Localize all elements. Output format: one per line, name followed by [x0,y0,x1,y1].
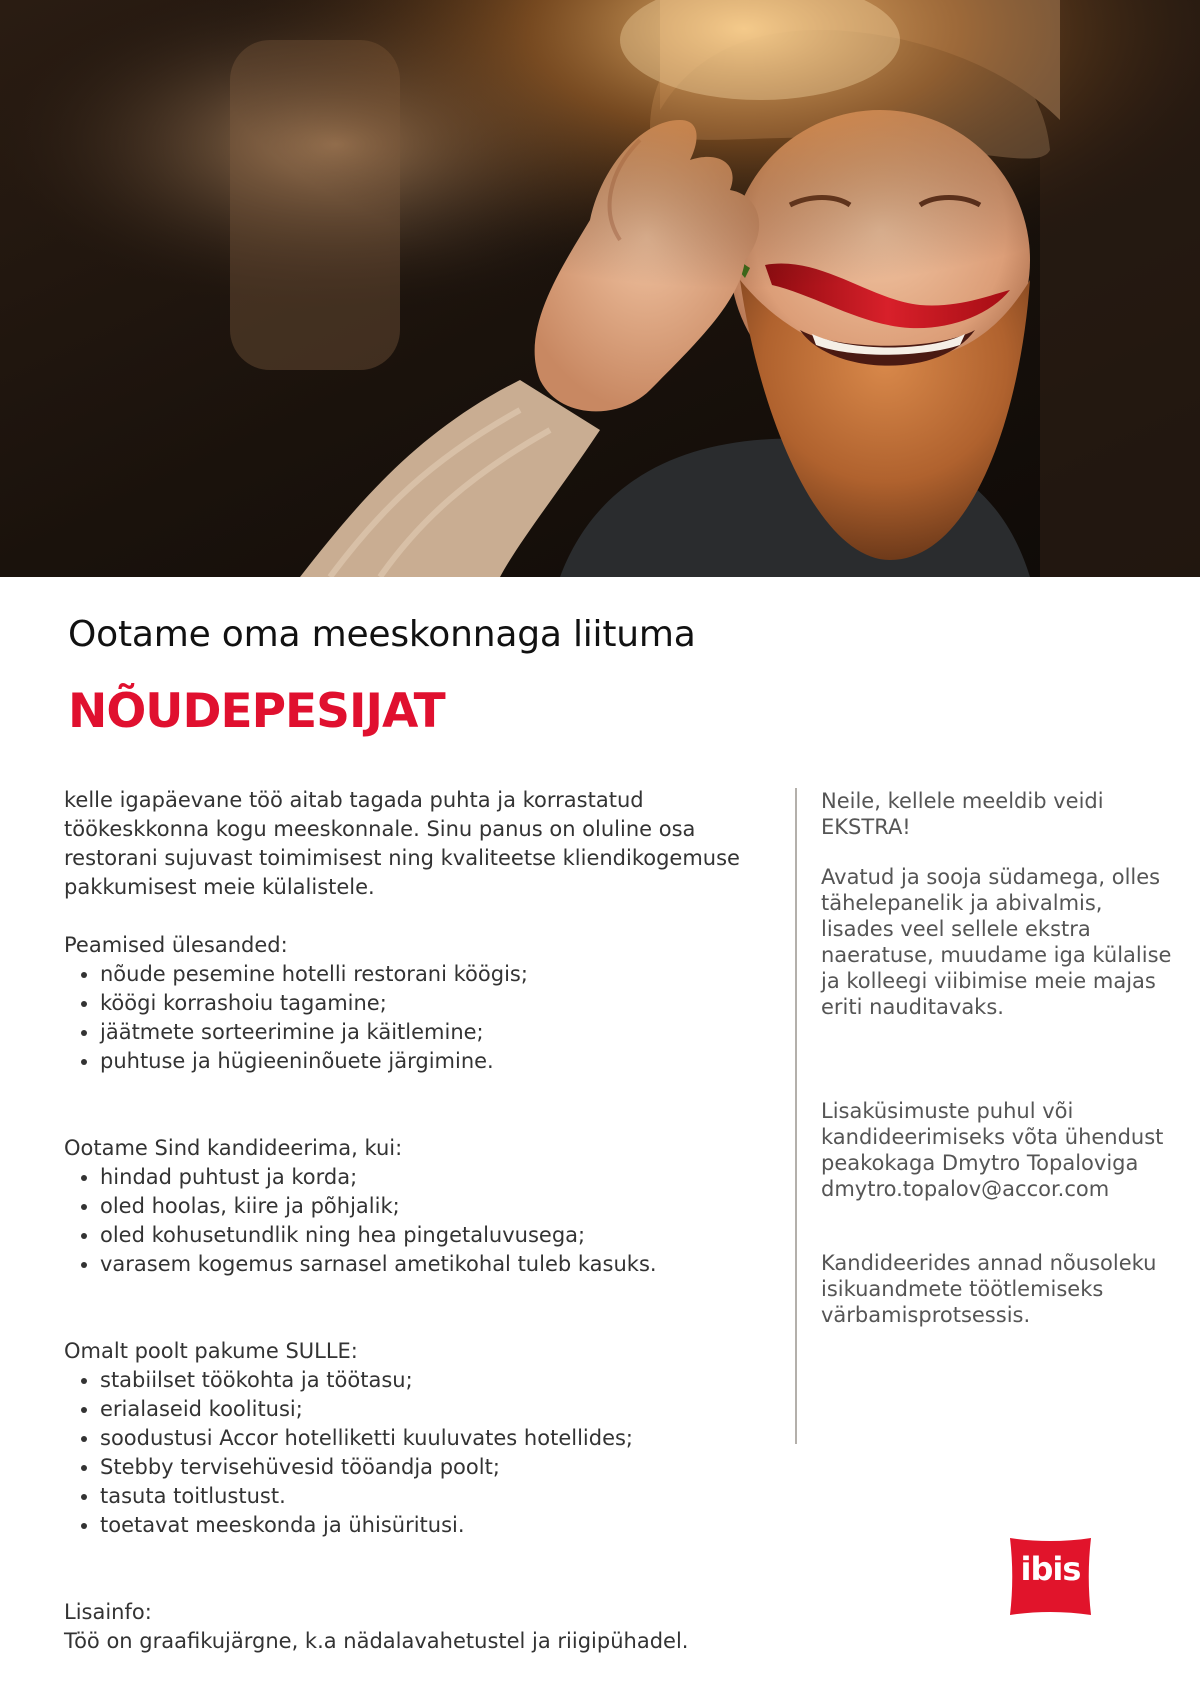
list-item: • toetavat meeskonda ja ühisüritusi. [100,1511,764,1540]
list-item: • varasem kogemus sarnasel ametikohal tuleb kasuks. [100,1250,764,1279]
requirements-title: Ootame Sind kandideerima, kui: [64,1136,403,1160]
list-item: • köögi korrashoiu tagamine; [100,989,764,1018]
info-text: Töö on graafikujärgne, k.a nädalavahetustel ja riigipühadel. [64,1629,689,1653]
column-divider [795,788,797,1444]
job-title: NÕUDEPESIJAT [68,684,445,739]
intro-text: kelle igapäevane töö aitab tagada puhta ja korrastatud töökeskkonna kogu meeskonnale. Sinu panus on oluline osa restorani sujuvast toimimisest ning kvaliteetse kliendikogemuse pakkumisest meie külalistele. [64,788,740,899]
info-title: Lisainfo: [64,1600,152,1624]
offer-list [64,1366,764,1540]
ibis-logo-icon [1006,1532,1095,1621]
sidebar-tagline: Neile, kellele meeldib veidi EKSTRA! [821,789,1104,839]
list-item: • soodustusi Accor hotelliketti kuuluvates hotellides; [100,1424,764,1453]
chef-with-chili-pepper-icon [0,0,1200,577]
list-item: • erialaseid koolitusi; [100,1395,764,1424]
list-item: • Stebby tervisehüvesid tööandja poolt; [100,1453,764,1482]
duties-list [64,960,764,1076]
logo-text: ibis [1020,1550,1081,1588]
sidebar-contact: Lisaküsimuste puhul või kandideerimiseks võta ühendust peakokaga Dmytro Topaloviga dmytro.topalov@accor.com [821,1099,1164,1201]
offer-title: Omalt poolt pakume SULLE: [64,1339,358,1363]
heading: Ootame oma meeskonnaga liituma [68,614,696,655]
sidebar-consent: Kandideerides annad nõusoleku isikuandmete töötlemiseks värbamisprotsessis. [821,1251,1157,1327]
hero-photo [0,0,1200,577]
list-item: • hindad puhtust ja korda; [100,1163,764,1192]
main-content [64,786,764,1656]
duties-title: Peamised ülesanded: [64,933,288,957]
list-item: • oled hoolas, kiire ja põhjalik; [100,1192,764,1221]
list-item: • jäätmete sorteerimine ja käitlemine; [100,1018,764,1047]
list-item: • tasuta toitlustust. [100,1482,764,1511]
sidebar-values: Avatud ja sooja südamega, olles tähelepanelik ja abivalmis, lisades veel sellele ekstra naeratuse, muudame iga külalise ja kolleegi viibimise meie majas eriti nauditavaks. [821,865,1172,1019]
list-item: • puhtuse ja hügieeninõuete järgimine. [100,1047,764,1076]
list-item: • nõude pesemine hotelli restorani köögis; [100,960,764,989]
list-item: • stabiilset töökohta ja töötasu; [100,1366,764,1395]
requirements-list [64,1163,764,1279]
list-item: • oled kohusetundlik ning hea pingetaluvusega; [100,1221,764,1250]
